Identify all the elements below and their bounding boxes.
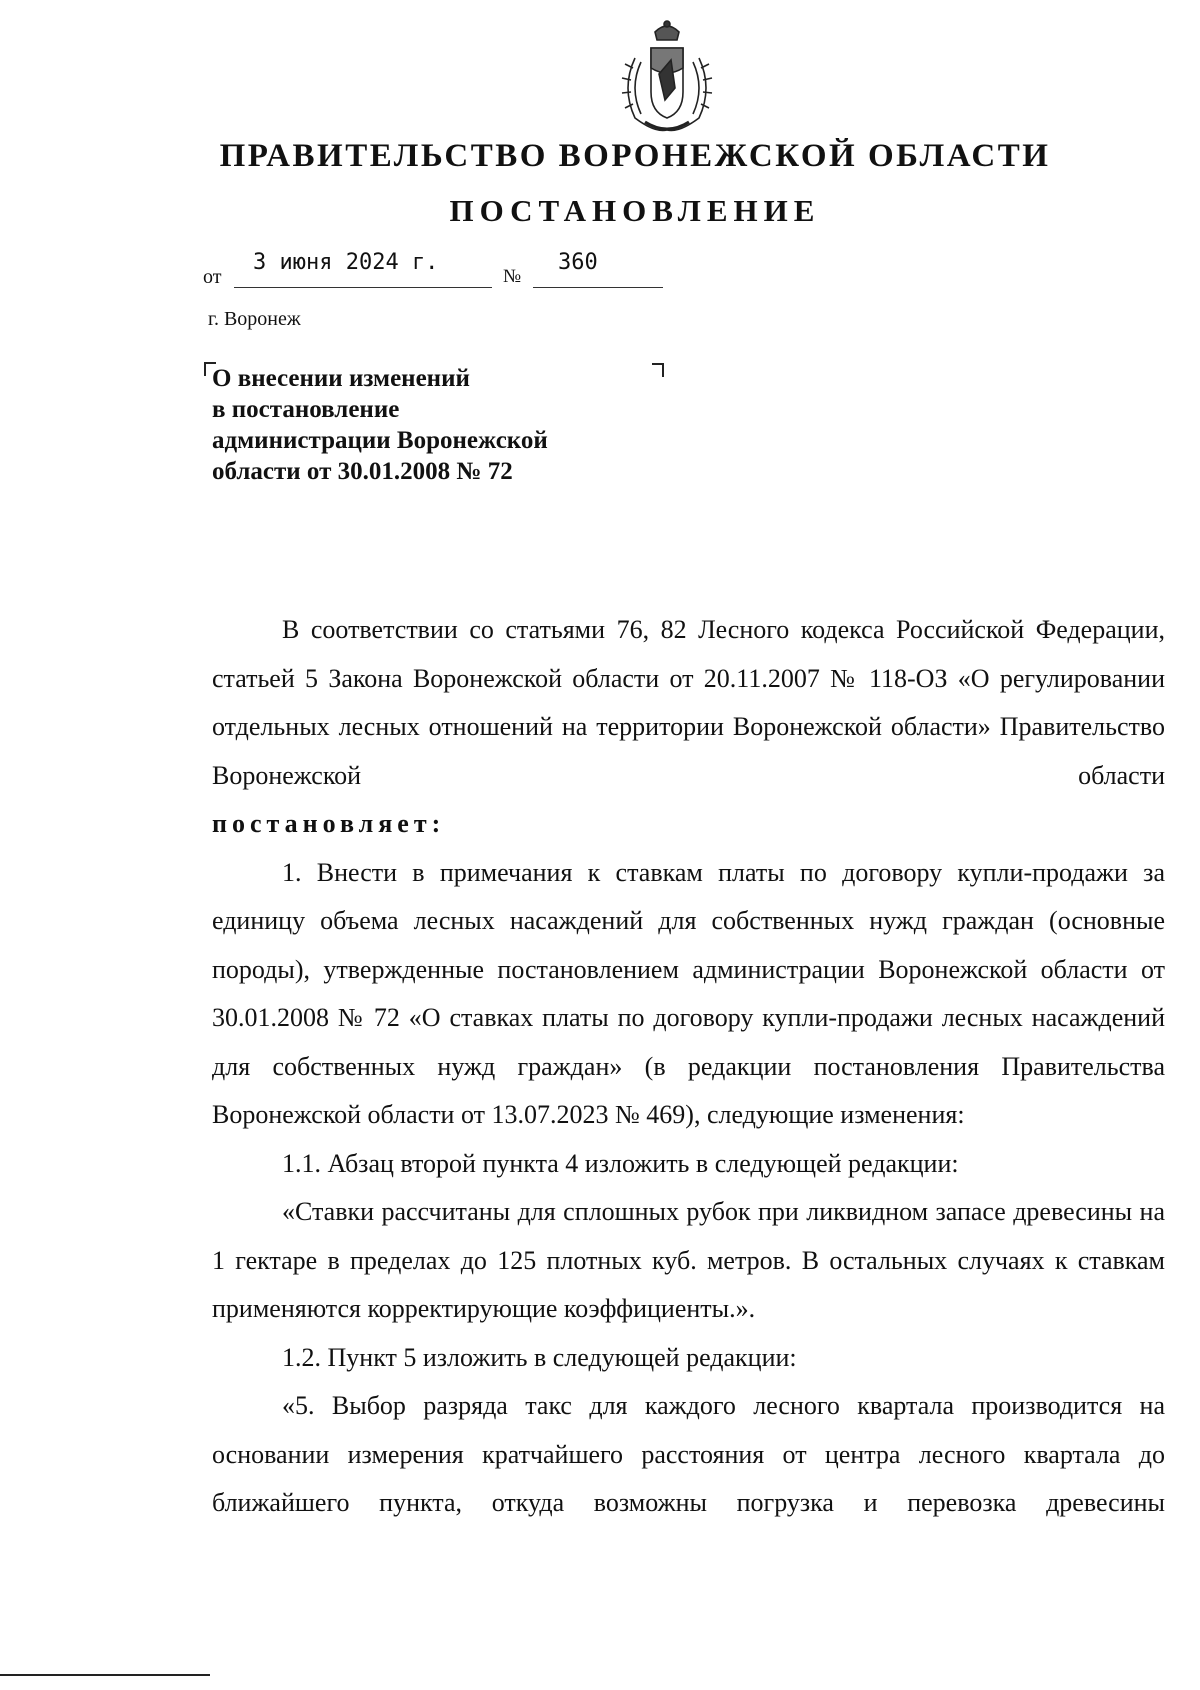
date-number-row	[203, 250, 683, 290]
coat-of-arms-emblem	[615, 18, 720, 136]
resolution-word	[212, 800, 1165, 849]
date-underline	[234, 287, 492, 288]
footer-rule	[0, 1674, 210, 1676]
subject-line: в постановление	[212, 396, 400, 423]
number-underline	[533, 287, 663, 288]
paragraph-1-2-text: «5. Выбор разряда такс для каждого лесного квартала производится на основании измерения кратчайшего расстояния от центра лесного квартала до ближайшего пункта, откуда возможны погрузка и перевозка древесины	[212, 1391, 1165, 1517]
paragraph-1-1: 1.1. Абзац второй пункта 4 изложить в следующей редакции:	[282, 1148, 959, 1178]
paragraph-1-1-text: «Ставки рассчитаны для сплошных рубок при ликвидном запасе древесины на 1 гектаре в пределах до 125 плотных куб. метров. В остальных случаях к ставкам применяются корректирующие коэффициенты.».	[212, 1197, 1165, 1323]
document-number: 360	[558, 250, 598, 275]
paragraph-1: 1. Внести в примечания к ставкам платы по договору купли-продажи за единицу объема лесных насаждений для собственных нужд граждан (основные породы), утвержденные постановлением администрации Воронежской области от 30.01.2008 № 72 «О ставках платы по договору купли-продажи лесных насаждений для собственных нужд граждан» (в редакции постановления Правительства Воронежской области от 13.07.2023 № 469), следующие изменения:	[212, 857, 1165, 1129]
document-subject	[212, 363, 642, 487]
subject-line: области от 30.01.2008 № 72	[212, 458, 513, 485]
city-label: г. Воронеж	[208, 308, 301, 330]
organization-title: ПРАВИТЕЛЬСТВО ВОРОНЕЖСКОЙ ОБЛАСТИ	[219, 138, 1051, 174]
document-body	[212, 606, 1165, 1528]
number-prefix: №	[503, 266, 522, 287]
intro-paragraph: В соответствии со статьями 76, 82 Лесного кодекса Российской Федерации, статьей 5 Закона Воронежской области от 20.11.2007 № 118-ОЗ «О регулировании отдельных лесных отношений на территории Воронежской области» Правительство Воронежской области	[212, 615, 1165, 790]
subject-bracket-right	[652, 363, 664, 377]
subject-line: администрации Воронежской	[212, 427, 548, 454]
date-prefix: от	[203, 266, 222, 288]
subject-line: О внесении изменений	[212, 365, 470, 392]
document-date: 3 июня 2024 г.	[253, 250, 439, 275]
paragraph-1-2: 1.2. Пункт 5 изложить в следующей редакции:	[282, 1342, 797, 1372]
resolves-text: постановляет:	[212, 809, 446, 838]
document-type-title: ПОСТАНОВЛЕНИЕ	[449, 193, 821, 228]
